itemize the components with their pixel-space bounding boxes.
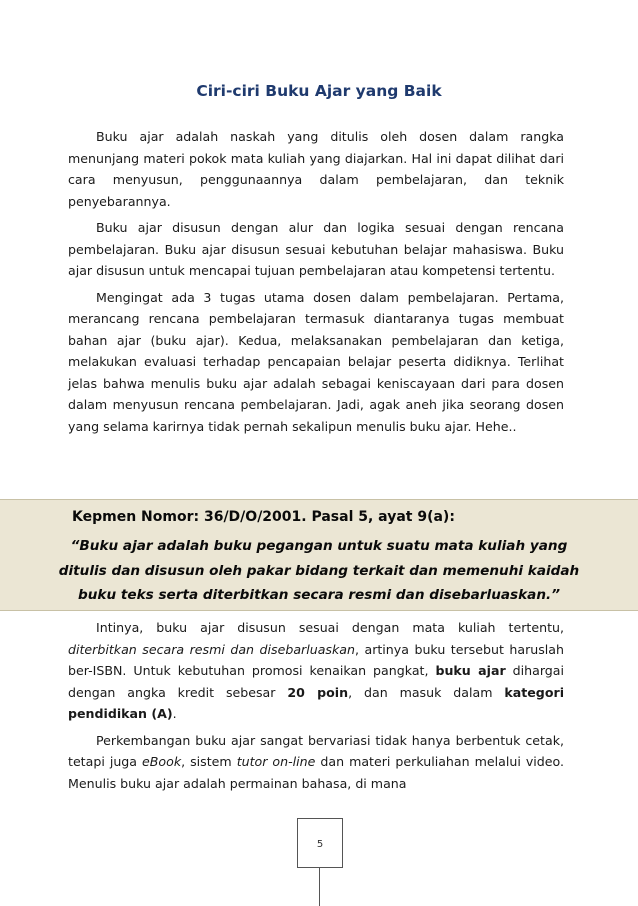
intro-section — [68, 126, 564, 442]
bold-run: buku ajar — [435, 663, 506, 678]
page-number: 5 — [316, 839, 324, 850]
text-run: . — [172, 706, 177, 721]
emphasis-run: tutor on-line — [236, 754, 316, 769]
quote-line-2: ditulis dan disusun oleh pakar bidang terkait dan memenuhi kaidah — [58, 562, 580, 579]
bold-run: 20 poin — [287, 684, 349, 700]
text-run: dihargai dengan angka kredit sebesar — [68, 663, 564, 700]
quote-heading: Kepmen Nomor: 36/D/O/2001. Pasal 5, ayat 9(a): — [72, 509, 455, 525]
bold-run: kategori pendidikan (A) — [68, 684, 565, 721]
paragraph-1: Buku ajar adalah naskah yang ditulis oleh dosen dalam rangka menunjang materi pokok mata kuliah yang diajarkan. Hal ini dapat dilihat dari cara menyusun, penggunaannya dalam pembelajaran, dan teknik penyebarannya. — [68, 129, 564, 209]
paragraph-2: Buku ajar disusun dengan alur dan logika sesuai dengan rencana pembelajaran. Buku ajar disusun sesuai kebutuhan belajar mahasiswa. Buku ajar disusun untuk mencapai tujuan pembelajaran atau kompetensi tertentu. — [68, 220, 564, 278]
text-run: , sistem — [181, 754, 237, 769]
quote-box — [0, 499, 638, 611]
conclusion-section — [68, 617, 564, 799]
text-run: dan materi perkuliahan melalui video. Menulis buku ajar adalah permainan bahasa, di mana — [68, 754, 564, 791]
text-run: , artinya buku tersebut haruslah ber-ISBN. Untuk kebutuhan promosi kenaikan pangkat, — [68, 641, 564, 678]
quote-text — [0, 534, 638, 608]
page-number-line — [319, 868, 320, 906]
quote-line-3: buku teks serta diterbitkan secara resmi dan disebarluaskan.” — [78, 587, 560, 603]
text-run: Perkembangan buku ajar sangat bervariasi tidak hanya berbentuk cetak, tetapi juga — [68, 732, 564, 769]
quote-line-1: “Buku ajar adalah buku pegangan untuk suatu mata kuliah yang — [70, 538, 568, 554]
paragraph-4 — [68, 617, 564, 725]
emphasis-run: eBook — [142, 754, 182, 769]
page-number-box — [297, 818, 343, 868]
emphasis-run: diterbitkan secara resmi dan disebarluaskan — [68, 641, 355, 657]
text-run: , dan masuk dalam — [348, 684, 505, 700]
page-title: Ciri-ciri Buku Ajar yang Baik — [196, 82, 442, 100]
paragraph-5 — [68, 730, 564, 795]
text-run: Intinya, buku ajar disusun sesuai dengan mata kuliah tertentu, — [96, 620, 564, 635]
paragraph-3: Mengingat ada 3 tugas utama dosen dalam pembelajaran. Pertama, merancang rencana pembelajaran termasuk diantaranya tugas membuat bahan ajar (buku ajar). Kedua, melaksanakan pembelajaran dan ketiga, melakukan evaluasi terhadap pencapaian belajar peserta didiknya. Terlihat jelas bahwa menulis buku ajar adalah sebagai keniscayaan dari para dosen dalam menyusun rencana pembelajaran. Jadi, agak aneh jika seorang dosen yang selama karirnya tidak pernah sekalipun menulis buku ajar. Hehe.. — [68, 289, 564, 434]
